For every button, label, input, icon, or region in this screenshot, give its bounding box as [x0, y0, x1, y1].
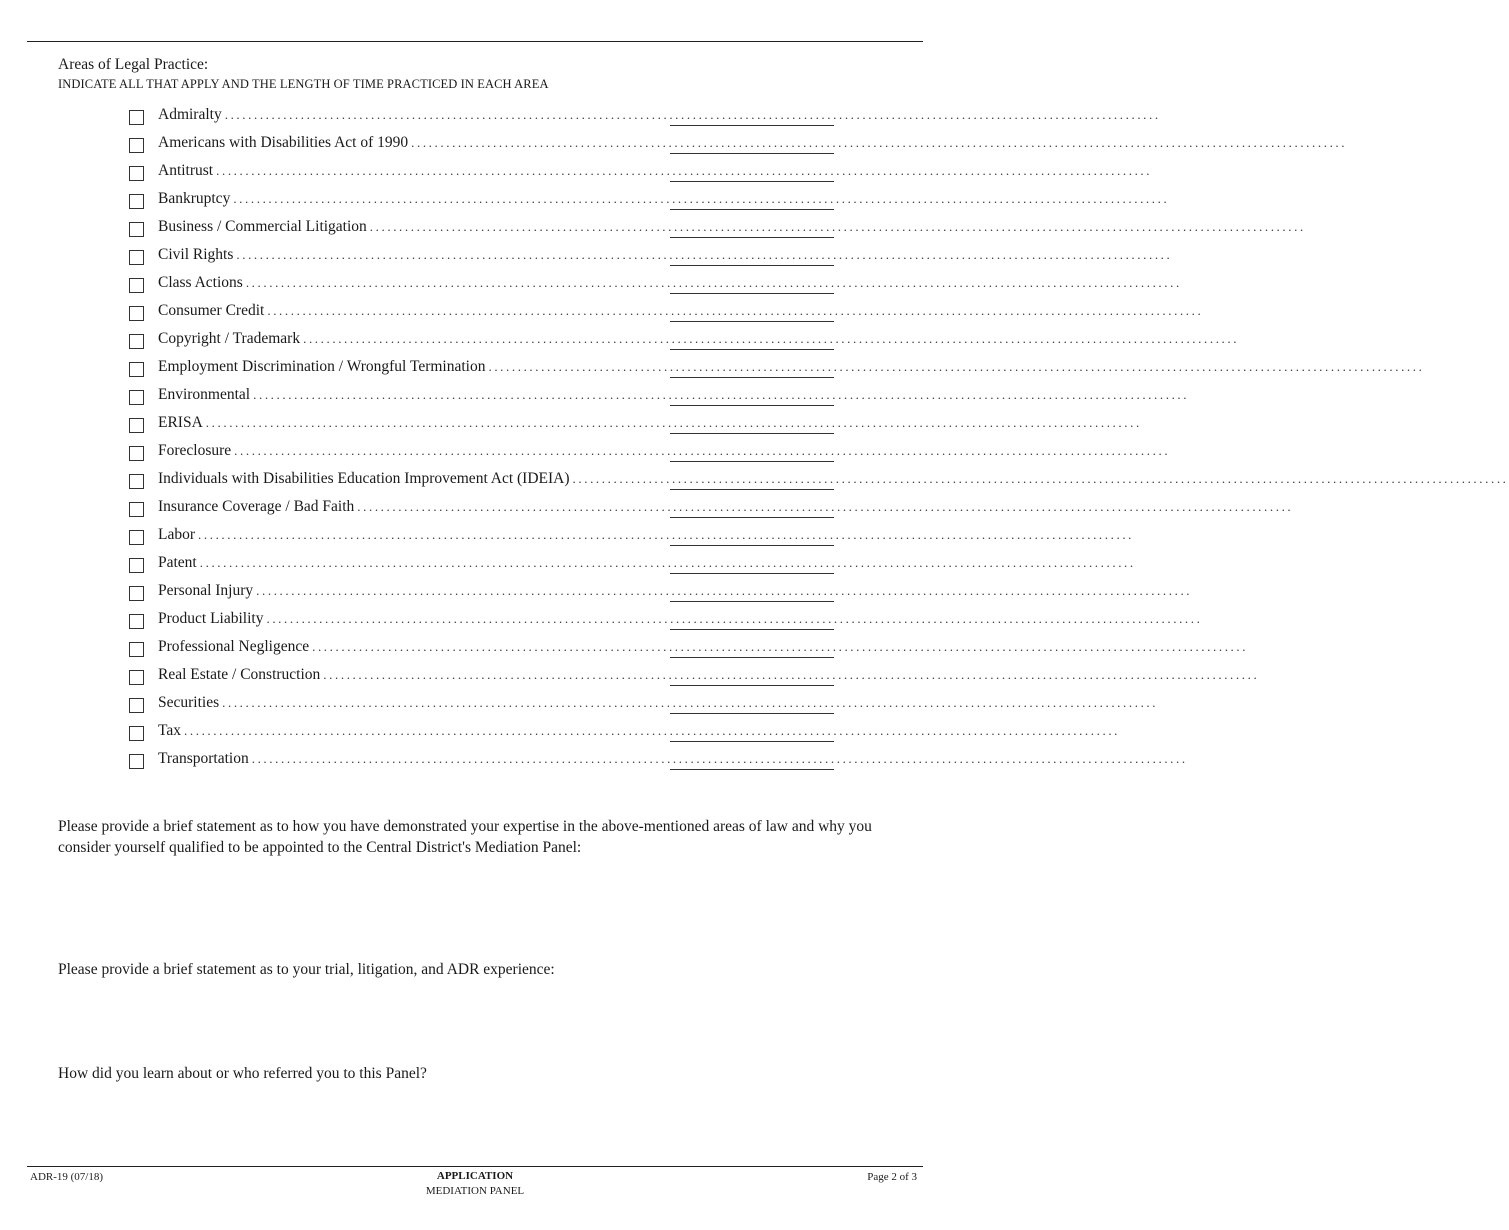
practice-area-label-row [158, 693, 1159, 713]
practice-area-item [0, 634, 1249, 662]
practice-area-checkbox[interactable] [129, 670, 144, 685]
practice-area-label-row [158, 609, 1203, 629]
years-practiced-field[interactable] [670, 580, 834, 602]
years-practiced-field[interactable] [670, 328, 834, 350]
years-practiced-field[interactable] [670, 608, 834, 630]
dot-leader: ................................................................................................................................................................ [357, 499, 1294, 514]
expertise-answer-field[interactable] [58, 862, 902, 956]
practice-area-label-row [158, 665, 1260, 685]
dot-leader: ................................................................................................................................................................ [251, 751, 1188, 766]
practice-area-checkbox[interactable] [129, 726, 144, 741]
dot-leader: ................................................................................................................................................................ [224, 107, 1161, 122]
practice-area-item [0, 102, 1161, 130]
practice-area-item [0, 606, 1203, 634]
practice-area-label: Professional Negligence [158, 638, 310, 655]
practice-area-checkbox[interactable] [129, 306, 144, 321]
dot-leader: ................................................................................................................................................................ [199, 555, 1136, 570]
practice-area-item [0, 410, 1142, 438]
practice-area-label: Securities [158, 694, 220, 711]
practice-area-label-row [158, 525, 1135, 545]
years-practiced-field[interactable] [670, 188, 834, 210]
practice-area-item [0, 690, 1159, 718]
practice-area-item [0, 550, 1136, 578]
practice-area-label: Product Liability [158, 610, 264, 627]
dot-leader: ................................................................................................................................................................ [323, 667, 1260, 682]
dot-leader: ................................................................................................................................................................ [411, 135, 1348, 150]
practice-area-item [0, 298, 1204, 326]
practice-area-item [0, 270, 1182, 298]
dot-leader: ................................................................................................................................................................ [205, 415, 1142, 430]
footer-title: APPLICATION [436, 1170, 514, 1182]
years-practiced-field[interactable] [670, 748, 834, 770]
practice-area-checkbox[interactable] [129, 390, 144, 405]
expertise-question: Please provide a brief statement as to how you have demonstrated your expertise in the above-mentioned areas of law and why you consider yourself qualified to be appointed to the Central District's Mediation Panel: [58, 818, 872, 856]
practice-area-label-row [158, 105, 1161, 125]
referral-question: How did you learn about or who referred you to this Panel? [58, 1065, 427, 1082]
practice-area-label: Antitrust [158, 162, 214, 179]
practice-area-checkbox[interactable] [129, 166, 144, 181]
years-practiced-field[interactable] [670, 524, 834, 546]
dot-leader: ................................................................................................................................................................ [303, 331, 1240, 346]
years-practiced-field[interactable] [670, 412, 834, 434]
practice-area-label-row [158, 469, 1509, 489]
years-practiced-field[interactable] [670, 468, 834, 490]
practice-area-item [0, 242, 1173, 270]
practice-area-checkbox[interactable] [129, 250, 144, 265]
practice-area-label-row [158, 329, 1240, 349]
footer-subtitle: MEDIATION PANEL [425, 1185, 525, 1197]
practice-area-label: Patent [158, 554, 197, 571]
practice-area-label: Environmental [158, 386, 251, 403]
years-practiced-field[interactable] [670, 664, 834, 686]
years-practiced-field[interactable] [670, 496, 834, 518]
dot-leader: ................................................................................................................................................................ [488, 359, 1425, 374]
practice-area-label: Individuals with Disabilities Education Improvement Act (IDEIA) [158, 470, 570, 487]
practice-area-checkbox[interactable] [129, 222, 144, 237]
practice-area-label-row [158, 189, 1170, 209]
practice-area-item [0, 522, 1135, 550]
practice-area-label-row [158, 133, 1348, 153]
practice-area-checkbox[interactable] [129, 474, 144, 489]
practice-area-item [0, 438, 1171, 466]
years-practiced-field[interactable] [670, 384, 834, 406]
practice-area-checkbox[interactable] [129, 502, 144, 517]
practice-area-label-row [158, 637, 1249, 657]
practice-area-label: Consumer Credit [158, 302, 265, 319]
practice-area-label-row [158, 721, 1121, 741]
practice-area-label-row [158, 273, 1182, 293]
years-practiced-field[interactable] [670, 104, 834, 126]
practice-area-item [0, 326, 1240, 354]
practice-area-checkbox[interactable] [129, 586, 144, 601]
practice-area-checkbox[interactable] [129, 558, 144, 573]
practice-area-label: Tax [158, 722, 182, 739]
experience-answer-field[interactable] [58, 984, 902, 1064]
years-practiced-field[interactable] [670, 720, 834, 742]
referral-answer-field[interactable] [58, 1088, 902, 1162]
years-practiced-field[interactable] [670, 272, 834, 294]
practice-area-item [0, 718, 1121, 746]
practice-area-item [0, 354, 1425, 382]
practice-area-item [0, 662, 1260, 690]
practice-area-label: Class Actions [158, 274, 243, 291]
practice-area-checkbox[interactable] [129, 642, 144, 657]
form-id: ADR-19 (07/18) [30, 1171, 104, 1183]
practice-area-checkbox[interactable] [129, 698, 144, 713]
dot-leader: ................................................................................................................................................................ [216, 163, 1153, 178]
footer-form-title [375, 1169, 575, 1199]
page-number: Page 2 of 3 [867, 1171, 917, 1183]
practice-area-checkbox[interactable] [129, 754, 144, 769]
practice-area-label: Employment Discrimination / Wrongful Termination [158, 358, 486, 375]
dot-leader: ................................................................................................................................................................ [267, 303, 1204, 318]
practice-area-label: Civil Rights [158, 246, 234, 263]
years-practiced-field[interactable] [670, 636, 834, 658]
practice-area-label: Transportation [158, 750, 249, 767]
practice-area-item [0, 382, 1190, 410]
practice-area-item [0, 186, 1170, 214]
section-title: Areas of Legal Practice: [58, 56, 209, 73]
practice-area-label: Real Estate / Construction [158, 666, 321, 683]
dot-leader: ................................................................................................................................................................ [234, 443, 1171, 458]
practice-area-label: Bankruptcy [158, 190, 231, 207]
dot-leader: ................................................................................................................................................................ [222, 695, 1159, 710]
dot-leader: ................................................................................................................................................................ [236, 247, 1173, 262]
dot-leader: ................................................................................................................................................................ [233, 191, 1170, 206]
practice-area-label-row [158, 553, 1136, 573]
years-practiced-field[interactable] [670, 440, 834, 462]
practice-area-label-row [158, 497, 1294, 517]
dot-leader: ................................................................................................................................................................ [266, 611, 1203, 626]
years-practiced-field[interactable] [670, 160, 834, 182]
practice-area-label: Copyright / Trademark [158, 330, 301, 347]
practice-area-checkbox[interactable] [129, 614, 144, 629]
practice-area-item [0, 466, 1509, 494]
practice-area-checkbox[interactable] [129, 138, 144, 153]
practice-area-item [0, 578, 1193, 606]
practice-area-label: Admiralty [158, 106, 222, 123]
practice-area-checkbox[interactable] [129, 110, 144, 125]
practice-area-checkbox[interactable] [129, 446, 144, 461]
practice-area-item [0, 158, 1153, 186]
practice-area-label-row [158, 385, 1190, 405]
practice-area-label: Americans with Disabilities Act of 1990 [158, 134, 409, 151]
practice-area-label: Personal Injury [158, 582, 254, 599]
practice-area-label: Foreclosure [158, 442, 232, 459]
practice-area-checkbox[interactable] [129, 278, 144, 293]
dot-leader: ................................................................................................................................................................ [312, 639, 1249, 654]
section-instruction: INDICATE ALL THAT APPLY AND THE LENGTH OF TIME PRACTICED IN EACH AREA [58, 77, 549, 91]
dot-leader: ................................................................................................................................................................ [184, 723, 1121, 738]
years-practiced-field[interactable] [670, 216, 834, 238]
years-practiced-field[interactable] [670, 356, 834, 378]
practice-area-checkbox[interactable] [129, 418, 144, 433]
dot-leader: ................................................................................................................................................................ [245, 275, 1182, 290]
practice-area-label-row [158, 245, 1173, 265]
practice-area-checkbox[interactable] [129, 362, 144, 377]
practice-area-item [0, 494, 1294, 522]
practice-area-label-row [158, 357, 1425, 377]
dot-leader: ................................................................................................................................................................ [369, 219, 1306, 234]
years-practiced-field[interactable] [670, 300, 834, 322]
top-rule [27, 41, 923, 42]
practice-area-label: ERISA [158, 414, 203, 431]
dot-leader: ................................................................................................................................................................ [572, 471, 1509, 486]
experience-question: Please provide a brief statement as to your trial, litigation, and ADR experience: [58, 961, 555, 978]
practice-area-label-row [158, 301, 1204, 321]
dot-leader: ................................................................................................................................................................ [253, 387, 1190, 402]
years-practiced-field[interactable] [670, 132, 834, 154]
years-practiced-field[interactable] [670, 244, 834, 266]
dot-leader: ................................................................................................................................................................ [198, 527, 1135, 542]
dot-leader: ................................................................................................................................................................ [256, 583, 1193, 598]
practice-area-label-row [158, 749, 1188, 769]
practice-area-label: Labor [158, 526, 196, 543]
practice-area-item [0, 214, 1306, 242]
practice-area-checkbox[interactable] [129, 194, 144, 209]
footer-rule [27, 1166, 923, 1167]
practice-area-label-row [158, 217, 1306, 237]
practice-area-label-row [158, 413, 1142, 433]
practice-area-label: Business / Commercial Litigation [158, 218, 367, 235]
practice-area-label-row [158, 161, 1153, 181]
years-practiced-field[interactable] [670, 552, 834, 574]
practice-area-item [0, 746, 1188, 774]
practice-area-checkbox[interactable] [129, 530, 144, 545]
years-practiced-field[interactable] [670, 692, 834, 714]
practice-area-label-row [158, 581, 1193, 601]
practice-area-label-row [158, 441, 1171, 461]
practice-area-item [0, 130, 1348, 158]
practice-area-list [0, 102, 1509, 774]
practice-area-label: Insurance Coverage / Bad Faith [158, 498, 355, 515]
practice-area-checkbox[interactable] [129, 334, 144, 349]
